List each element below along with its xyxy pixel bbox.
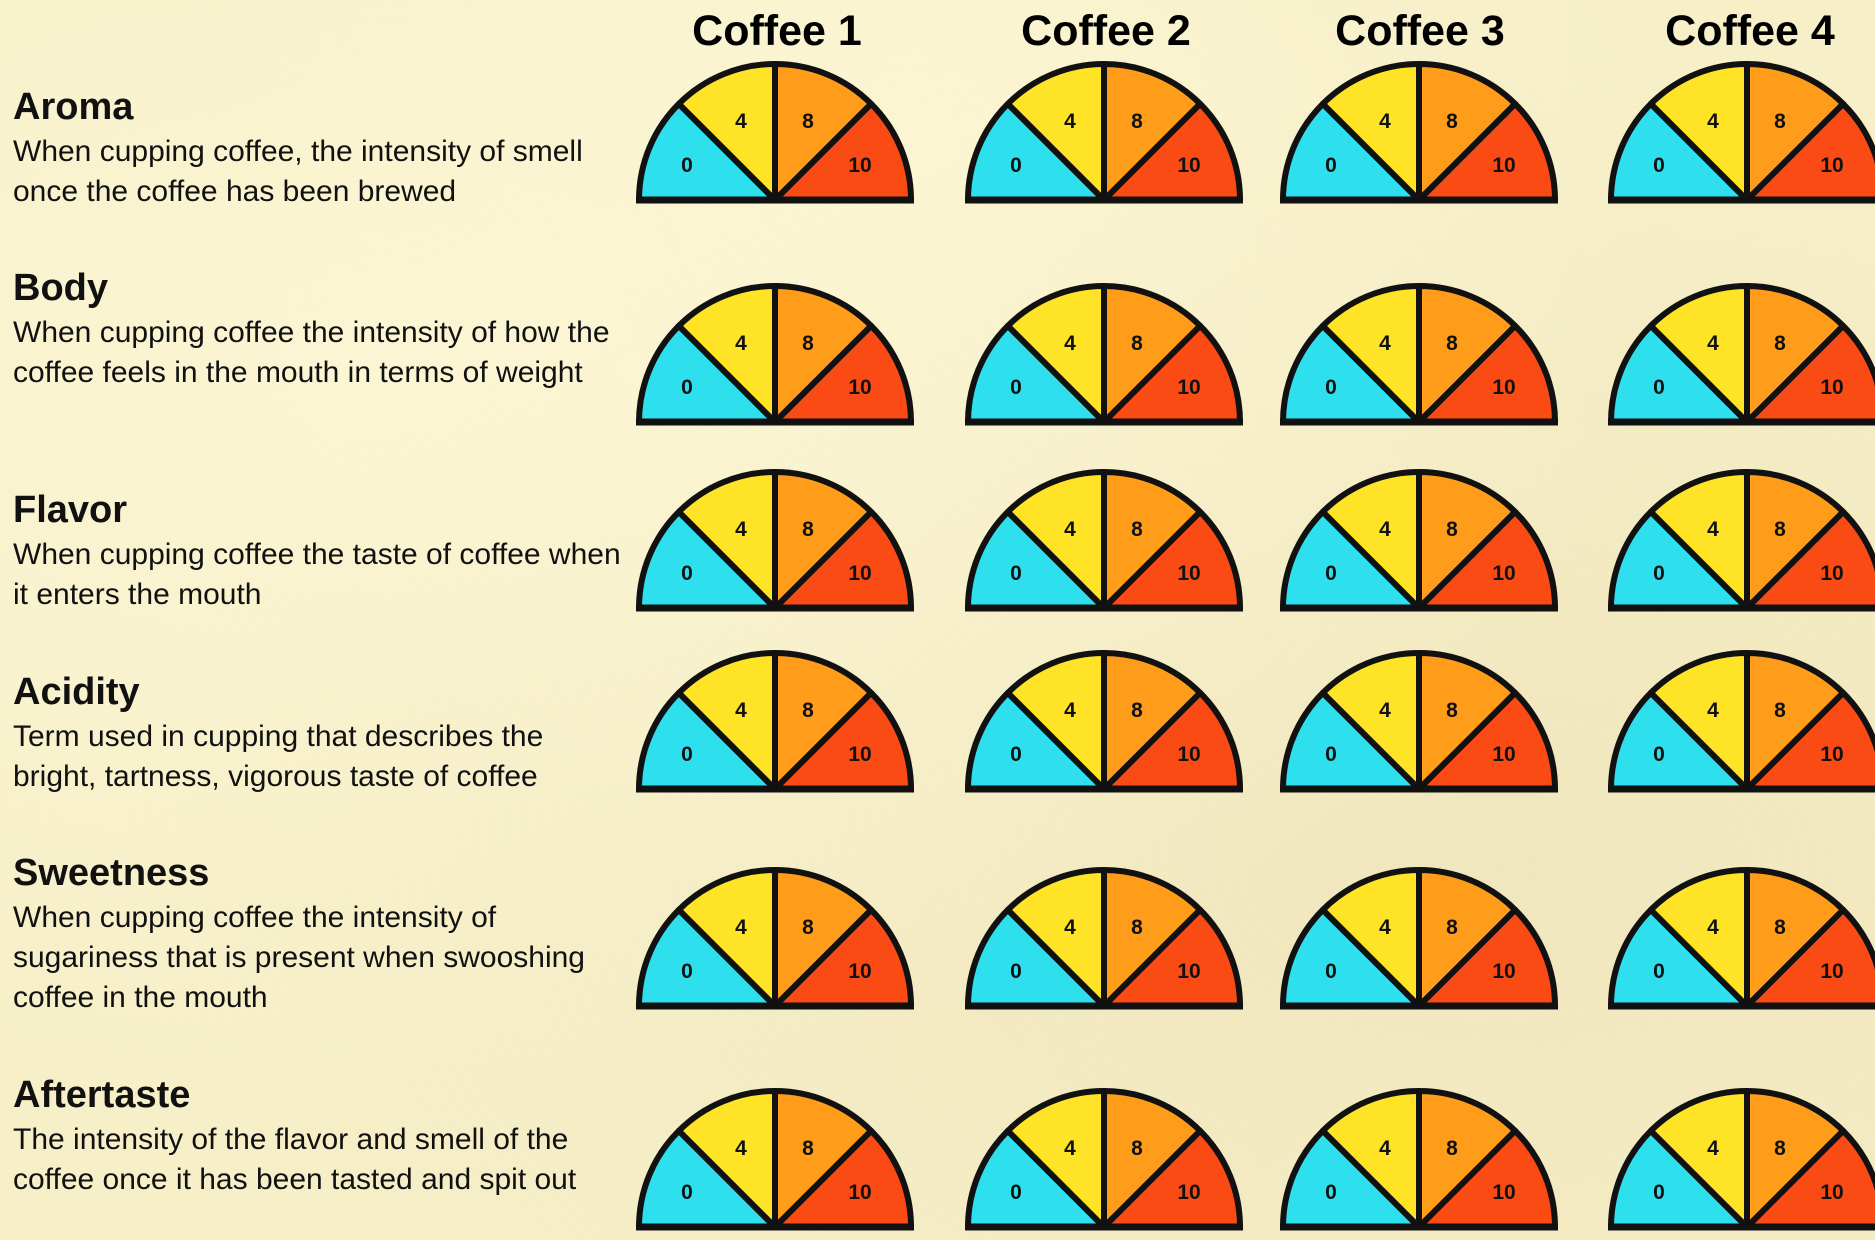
gauge-label-0: 0 — [1010, 562, 1022, 585]
gauge-label-0: 0 — [1653, 960, 1665, 983]
gauge-label-0: 0 — [681, 1181, 693, 1204]
gauge-label-8: 8 — [1446, 332, 1458, 355]
criterion-acidity — [13, 671, 633, 797]
gauge-label-0: 0 — [1010, 376, 1022, 399]
criterion-title: Sweetness — [13, 852, 210, 894]
gauge-label-0: 0 — [681, 743, 693, 766]
gauge-label-8: 8 — [1774, 699, 1786, 722]
gauge-label-10: 10 — [1177, 562, 1201, 585]
gauge-label-0: 0 — [681, 562, 693, 585]
gauge-label-0: 0 — [681, 960, 693, 983]
gauge-label-8: 8 — [802, 916, 814, 939]
gauge-label-4: 4 — [735, 699, 747, 722]
criterion-aroma — [13, 86, 633, 212]
gauge-label-4: 4 — [1379, 332, 1391, 355]
gauge-label-8: 8 — [1774, 1137, 1786, 1160]
rating-gauge[interactable] — [959, 643, 1249, 797]
rating-gauge[interactable] — [1602, 462, 1875, 616]
gauge-label-0: 0 — [681, 376, 693, 399]
gauge-label-10: 10 — [1492, 562, 1516, 585]
gauge-label-8: 8 — [1131, 1137, 1143, 1160]
criterion-description: Term used in cupping that describes the bright, tartness, vigorous taste of coffee — [13, 720, 544, 793]
criterion-description: When cupping coffee the taste of coffee when it enters the mouth — [13, 538, 621, 611]
gauge-label-8: 8 — [802, 1137, 814, 1160]
gauge-label-10: 10 — [1177, 376, 1201, 399]
gauge-label-0: 0 — [681, 154, 693, 177]
gauge-label-0: 0 — [1325, 154, 1337, 177]
gauge-label-0: 0 — [1653, 743, 1665, 766]
column-header-coffee-4: Coffee 4 — [1665, 7, 1835, 55]
rating-gauge[interactable] — [630, 1081, 920, 1235]
rating-gauge[interactable] — [630, 462, 920, 616]
rating-gauge[interactable] — [1274, 860, 1564, 1014]
rating-gauge[interactable] — [1602, 860, 1875, 1014]
gauge-label-0: 0 — [1653, 1181, 1665, 1204]
criterion-description: When cupping coffee the intensity of sugariness that is present when swooshing coffee in the mouth — [13, 901, 585, 1014]
gauge-label-10: 10 — [848, 960, 872, 983]
gauge-label-10: 10 — [1177, 1181, 1201, 1204]
rating-gauge[interactable] — [1274, 1081, 1564, 1235]
gauge-label-0: 0 — [1325, 376, 1337, 399]
gauge-label-10: 10 — [1177, 743, 1201, 766]
gauge-label-0: 0 — [1010, 960, 1022, 983]
gauge-label-4: 4 — [735, 1137, 747, 1160]
gauge-label-8: 8 — [1131, 916, 1143, 939]
criterion-description: When cupping coffee the intensity of how the coffee feels in the mouth in terms of weight — [13, 316, 610, 389]
gauge-label-4: 4 — [1379, 518, 1391, 541]
gauge-label-10: 10 — [1820, 154, 1844, 177]
rating-gauge[interactable] — [630, 643, 920, 797]
gauge-label-8: 8 — [1774, 916, 1786, 939]
criterion-title: Body — [13, 267, 108, 309]
gauge-label-8: 8 — [1446, 518, 1458, 541]
gauge-label-0: 0 — [1010, 154, 1022, 177]
criterion-title: Aroma — [13, 86, 134, 128]
gauge-label-8: 8 — [1131, 110, 1143, 133]
gauge-label-8: 8 — [1446, 916, 1458, 939]
criterion-description: The intensity of the flavor and smell of the coffee once it has been tasted and spit out — [13, 1123, 577, 1196]
gauge-label-4: 4 — [1064, 518, 1076, 541]
rating-gauge[interactable] — [959, 276, 1249, 430]
gauge-label-8: 8 — [1131, 518, 1143, 541]
gauge-label-4: 4 — [1064, 916, 1076, 939]
criterion-title: Flavor — [13, 489, 128, 531]
criterion-title: Aftertaste — [13, 1074, 191, 1116]
rating-gauge[interactable] — [1602, 276, 1875, 430]
gauge-label-8: 8 — [1446, 699, 1458, 722]
rating-gauge[interactable] — [959, 860, 1249, 1014]
gauge-label-8: 8 — [1131, 332, 1143, 355]
rating-gauge[interactable] — [630, 54, 920, 208]
gauge-label-0: 0 — [1325, 1181, 1337, 1204]
gauge-label-4: 4 — [1379, 699, 1391, 722]
gauge-label-8: 8 — [802, 699, 814, 722]
gauge-label-10: 10 — [1177, 960, 1201, 983]
gauge-label-8: 8 — [802, 518, 814, 541]
gauge-label-4: 4 — [1064, 110, 1076, 133]
gauge-label-4: 4 — [1379, 110, 1391, 133]
gauge-label-4: 4 — [1707, 110, 1719, 133]
gauge-label-8: 8 — [802, 110, 814, 133]
gauge-label-4: 4 — [1379, 1137, 1391, 1160]
gauge-label-4: 4 — [1707, 518, 1719, 541]
criterion-title: Acidity — [13, 671, 140, 713]
gauge-label-10: 10 — [1820, 743, 1844, 766]
gauge-label-4: 4 — [1379, 916, 1391, 939]
gauge-label-0: 0 — [1325, 743, 1337, 766]
rating-gauge[interactable] — [1274, 54, 1564, 208]
gauge-label-8: 8 — [802, 332, 814, 355]
gauge-label-0: 0 — [1010, 1181, 1022, 1204]
gauge-label-8: 8 — [1131, 699, 1143, 722]
rating-gauge[interactable] — [1602, 1081, 1875, 1235]
gauge-label-10: 10 — [1492, 376, 1516, 399]
gauge-label-10: 10 — [1820, 376, 1844, 399]
gauge-label-10: 10 — [848, 154, 872, 177]
gauge-label-10: 10 — [1492, 1181, 1516, 1204]
gauge-label-8: 8 — [1446, 1137, 1458, 1160]
gauge-label-10: 10 — [1820, 562, 1844, 585]
criterion-aftertaste — [13, 1074, 633, 1200]
gauge-label-4: 4 — [735, 916, 747, 939]
gauge-label-0: 0 — [1325, 562, 1337, 585]
rating-gauge[interactable] — [1274, 276, 1564, 430]
gauge-label-10: 10 — [1820, 1181, 1844, 1204]
criterion-flavor — [13, 489, 633, 615]
rating-gauge[interactable] — [1274, 462, 1564, 616]
gauge-label-10: 10 — [848, 743, 872, 766]
rating-gauge[interactable] — [630, 276, 920, 430]
gauge-label-0: 0 — [1325, 960, 1337, 983]
gauge-label-4: 4 — [735, 110, 747, 133]
criterion-body — [13, 267, 633, 393]
gauge-label-10: 10 — [1492, 154, 1516, 177]
gauge-label-0: 0 — [1653, 154, 1665, 177]
gauge-label-0: 0 — [1653, 562, 1665, 585]
gauge-label-4: 4 — [1064, 699, 1076, 722]
criterion-description: When cupping coffee, the intensity of smell once the coffee has been brewed — [13, 135, 583, 208]
rating-gauge[interactable] — [1274, 643, 1564, 797]
gauge-label-4: 4 — [735, 518, 747, 541]
gauge-label-8: 8 — [1774, 518, 1786, 541]
gauge-label-10: 10 — [1177, 154, 1201, 177]
criterion-sweetness — [13, 852, 633, 1018]
gauge-label-10: 10 — [1492, 743, 1516, 766]
gauge-label-10: 10 — [848, 562, 872, 585]
rating-gauge[interactable] — [1602, 54, 1875, 208]
gauge-label-8: 8 — [1774, 332, 1786, 355]
gauge-label-4: 4 — [1707, 1137, 1719, 1160]
gauge-label-8: 8 — [1774, 110, 1786, 133]
gauge-label-4: 4 — [1707, 699, 1719, 722]
gauge-label-10: 10 — [848, 376, 872, 399]
gauge-label-10: 10 — [848, 1181, 872, 1204]
gauge-label-10: 10 — [1820, 960, 1844, 983]
column-header-coffee-1: Coffee 1 — [692, 7, 862, 55]
rating-gauge[interactable] — [959, 54, 1249, 208]
gauge-label-4: 4 — [735, 332, 747, 355]
rating-gauge[interactable] — [630, 860, 920, 1014]
gauge-label-0: 0 — [1653, 376, 1665, 399]
gauge-label-4: 4 — [1707, 332, 1719, 355]
gauge-label-0: 0 — [1010, 743, 1022, 766]
rating-gauge[interactable] — [959, 1081, 1249, 1235]
gauge-label-4: 4 — [1064, 1137, 1076, 1160]
column-header-coffee-2: Coffee 2 — [1021, 7, 1191, 55]
column-header-coffee-3: Coffee 3 — [1335, 7, 1505, 55]
rating-gauge[interactable] — [959, 462, 1249, 616]
gauge-label-10: 10 — [1492, 960, 1516, 983]
rating-gauge[interactable] — [1602, 643, 1875, 797]
gauge-label-4: 4 — [1707, 916, 1719, 939]
gauge-label-4: 4 — [1064, 332, 1076, 355]
gauge-label-8: 8 — [1446, 110, 1458, 133]
